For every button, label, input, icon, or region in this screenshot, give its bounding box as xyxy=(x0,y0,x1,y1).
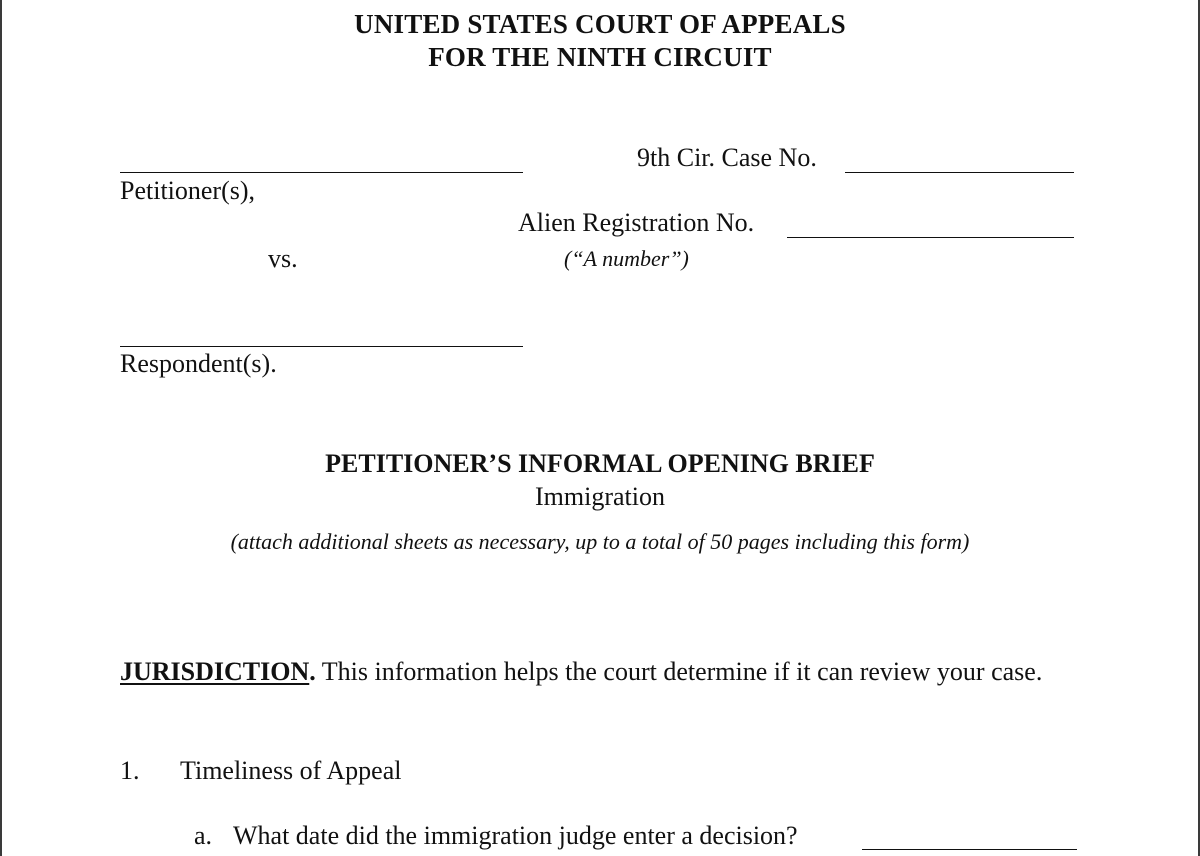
versus-label: vs. xyxy=(268,244,298,273)
petitioner-label: Petitioner(s), xyxy=(120,176,256,205)
respondent-name-field[interactable] xyxy=(120,346,523,347)
question-1-number: 1. xyxy=(120,756,140,785)
case-number-label: 9th Cir. Case No. xyxy=(637,143,817,172)
court-name-line-1: UNITED STATES COURT OF APPEALS xyxy=(354,9,846,39)
a-number-note: (“A number”) xyxy=(564,246,689,271)
jurisdiction-paragraph xyxy=(120,655,1080,688)
petitioner-name-field[interactable] xyxy=(120,172,523,173)
respondent-label: Respondent(s). xyxy=(120,349,277,378)
brief-subtitle: Immigration xyxy=(535,482,665,511)
question-1a-text: What date did the immigration judge enter a decision? xyxy=(233,821,798,850)
question-1-title: Timeliness of Appeal xyxy=(180,756,402,785)
alien-registration-field[interactable] xyxy=(787,237,1074,238)
alien-registration-label: Alien Registration No. xyxy=(518,208,755,237)
jurisdiction-heading: JURISDICTION xyxy=(120,657,310,686)
jurisdiction-text: This information helps the court determine if it can review your case. xyxy=(315,657,1043,686)
brief-title: PETITIONER’S INFORMAL OPENING BRIEF xyxy=(325,449,875,478)
jurisdiction-heading-period: . xyxy=(309,657,316,686)
court-name-line-2: FOR THE NINTH CIRCUIT xyxy=(428,42,772,72)
question-1a-letter: a. xyxy=(194,821,213,850)
brief-instructions-note: (attach additional sheets as necessary, up to a total of 50 pages including this form) xyxy=(230,529,970,554)
case-number-field[interactable] xyxy=(845,172,1074,173)
decision-date-field[interactable] xyxy=(862,849,1077,850)
